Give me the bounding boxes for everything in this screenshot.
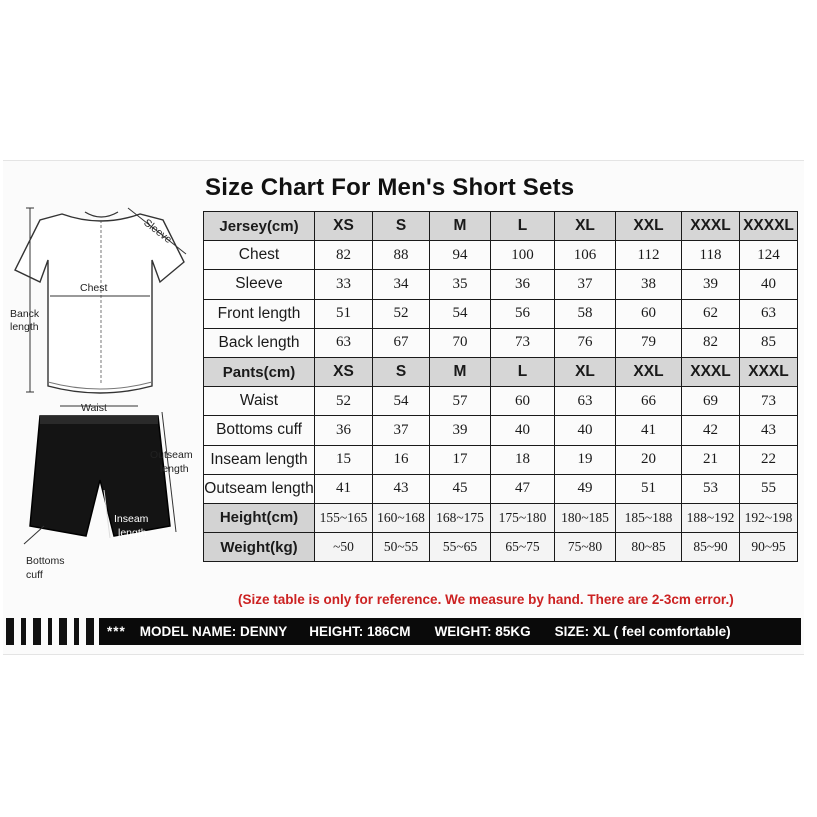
size-value-cell: 54 [373,387,430,416]
waist-label: Waist [81,402,107,414]
size-value-cell: 82 [315,241,373,270]
row-label-cell: Waist [204,387,315,416]
size-value-cell: 49 [555,474,616,503]
size-value-cell: L [491,357,555,386]
row-label-cell: Jersey(cm) [204,212,315,241]
size-value-cell: 70 [430,328,491,357]
size-value-cell: 85~90 [682,533,740,562]
shorts-illustration [24,406,176,544]
row-label-cell: Pants(cm) [204,357,315,386]
size-value-cell: 63 [555,387,616,416]
size-value-cell: 39 [430,416,491,445]
size-value-cell: 50~55 [373,533,430,562]
size-value-cell: 112 [616,241,682,270]
size-value-cell: 100 [491,241,555,270]
size-value-cell: XL [555,357,616,386]
size-value-cell: 42 [682,416,740,445]
size-value-cell: 124 [740,241,798,270]
size-value-cell: 22 [740,445,798,474]
size-value-cell: 39 [682,270,740,299]
bottoms-cuff-label-1: Bottoms [26,555,65,567]
size-value-cell: 80~85 [616,533,682,562]
row-label-cell: Chest [204,241,315,270]
size-value-cell: XXXL [682,357,740,386]
size-value-cell: 62 [682,299,740,328]
size-value-cell: 63 [740,299,798,328]
decorative-stripes [6,618,94,645]
height-row [204,503,798,532]
size-value-cell: 60 [491,387,555,416]
size-value-cell: 73 [491,328,555,357]
model-size: SIZE: XL ( feel comfortable) [554,624,731,639]
row-label-cell: Weight(kg) [204,533,315,562]
size-value-cell: 41 [616,416,682,445]
back-length-label-1: Banck [10,308,40,320]
size-value-cell: 52 [373,299,430,328]
size-value-cell: 47 [491,474,555,503]
size-value-cell: 43 [740,416,798,445]
size-value-cell: 180~185 [555,503,616,532]
size-value-cell: 85 [740,328,798,357]
size-value-cell: 58 [555,299,616,328]
size-value-cell: 63 [315,328,373,357]
size-value-cell: XXXL [682,212,740,241]
size-value-cell: 17 [430,445,491,474]
jersey-row [204,299,798,328]
pants-row [204,416,798,445]
size-value-cell: ~50 [315,533,373,562]
row-label-cell: Sleeve [204,270,315,299]
row-label-cell: Bottoms cuff [204,416,315,445]
size-value-cell: 82 [682,328,740,357]
row-label-cell: Front length [204,299,315,328]
size-value-cell: XXXXL [740,212,798,241]
size-value-cell: 60 [616,299,682,328]
model-weight: WEIGHT: 85KG [434,624,531,639]
size-value-cell: 56 [491,299,555,328]
size-value-cell: 15 [315,445,373,474]
size-value-cell: 18 [491,445,555,474]
size-value-cell: 65~75 [491,533,555,562]
row-label-cell: Back length [204,328,315,357]
size-value-cell: 66 [616,387,682,416]
size-value-cell: 51 [315,299,373,328]
size-value-cell: 43 [373,474,430,503]
size-value-cell: L [491,212,555,241]
sleeve-label: Sleeve [141,216,175,246]
size-value-cell: 54 [430,299,491,328]
size-value-cell: XXL [616,212,682,241]
size-value-cell: 168~175 [430,503,491,532]
size-value-cell: 90~95 [740,533,798,562]
size-value-cell: 16 [373,445,430,474]
size-value-cell: 36 [491,270,555,299]
inseam-label-2: length [118,527,147,539]
size-value-cell: 33 [315,270,373,299]
size-value-cell: XXL [616,357,682,386]
size-value-cell: 37 [555,270,616,299]
size-value-cell: 40 [740,270,798,299]
size-value-cell: 67 [373,328,430,357]
size-value-cell: 34 [373,270,430,299]
size-value-cell: 94 [430,241,491,270]
model-info-bar [99,618,801,645]
jersey-row [204,270,798,299]
size-value-cell: XL [555,212,616,241]
size-value-cell: 118 [682,241,740,270]
jersey-row [204,241,798,270]
size-value-cell: M [430,212,491,241]
size-value-cell: 57 [430,387,491,416]
size-value-cell: 45 [430,474,491,503]
size-value-cell: XS [315,357,373,386]
chest-label: Chest [80,282,108,294]
weight-row [204,533,798,562]
pants-row [204,474,798,503]
inseam-label-1: Inseam [114,513,149,525]
size-value-cell: 55 [740,474,798,503]
size-table [203,211,798,562]
size-value-cell: 53 [682,474,740,503]
bottoms-cuff-label-2: cuff [26,569,43,581]
size-value-cell: 41 [315,474,373,503]
size-value-cell: 106 [555,241,616,270]
size-value-cell: 21 [682,445,740,474]
model-name: MODEL NAME: DENNY [139,624,288,639]
size-value-cell: M [430,357,491,386]
size-value-cell: 69 [682,387,740,416]
row-label-cell: Outseam length [204,474,315,503]
size-value-cell: 188~192 [682,503,740,532]
size-value-cell: 175~180 [491,503,555,532]
size-value-cell: 185~188 [616,503,682,532]
size-value-cell: 79 [616,328,682,357]
jersey-row [204,328,798,357]
size-value-cell: 192~198 [740,503,798,532]
size-value-cell: S [373,357,430,386]
size-value-cell: XS [315,212,373,241]
size-value-cell: 36 [315,416,373,445]
size-value-cell: 76 [555,328,616,357]
row-label-cell: Height(cm) [204,503,315,532]
size-value-cell: 75~80 [555,533,616,562]
size-value-cell: 40 [491,416,555,445]
pants-row [204,445,798,474]
size-value-cell: 73 [740,387,798,416]
size-value-cell: 40 [555,416,616,445]
chart-title: Size Chart For Men's Short Sets [205,174,575,201]
size-value-cell: 160~168 [373,503,430,532]
row-label-cell: Inseam length [204,445,315,474]
reference-note: (Size table is only for reference. We measure by hand. There are 2-3cm error.) [238,592,734,607]
outseam-label-1: Outseam [150,449,193,461]
outseam-label-2: length [160,463,189,475]
size-value-cell: 20 [616,445,682,474]
pants-header-row [204,357,798,386]
model-height: HEIGHT: 186CM [309,624,411,639]
jersey-header-row [204,212,798,241]
garment-diagram [0,200,200,590]
back-length-label-2: length [10,321,39,333]
size-value-cell: S [373,212,430,241]
size-value-cell: 19 [555,445,616,474]
size-value-cell: 35 [430,270,491,299]
size-value-cell: 88 [373,241,430,270]
size-value-cell: 38 [616,270,682,299]
stars-mark: *** [107,624,126,639]
size-value-cell: 37 [373,416,430,445]
size-value-cell: 51 [616,474,682,503]
size-value-cell: 55~65 [430,533,491,562]
size-value-cell: XXXL [740,357,798,386]
pants-row [204,387,798,416]
size-value-cell: 52 [315,387,373,416]
size-value-cell: 155~165 [315,503,373,532]
